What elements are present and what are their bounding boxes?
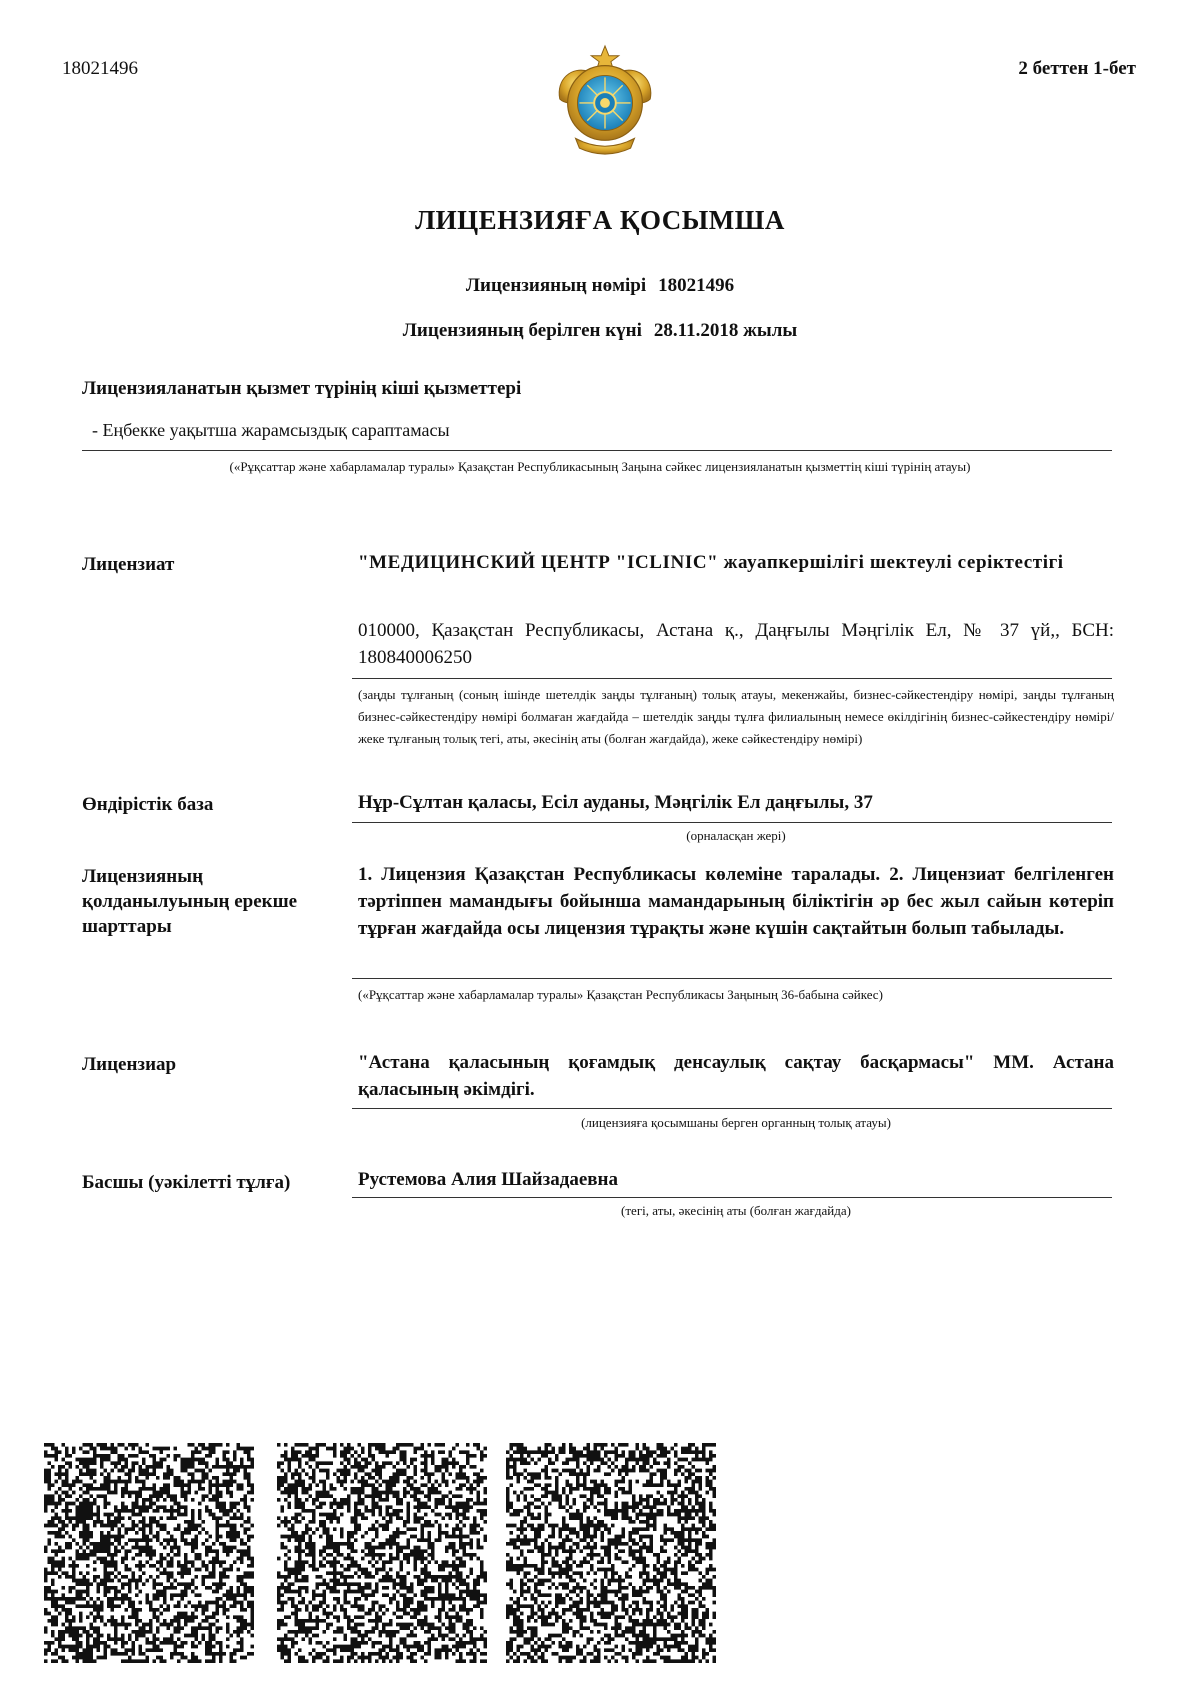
kazakhstan-state-emblem-icon bbox=[546, 42, 664, 160]
licensee-name: "МЕДИЦИНСКИЙ ЦЕНТР "ICLINIC" жауапкершілігі шектеулі серіктестігі bbox=[358, 552, 1064, 573]
license-number-value: 18021496 bbox=[658, 275, 735, 296]
licensor-label: Лицензиар bbox=[82, 1054, 177, 1075]
divider bbox=[352, 822, 1112, 823]
conditions-note: («Рұқсаттар және хабарламалар туралы» Қазақстан Республикасы Заңының 36-бабына сәйкес) bbox=[358, 987, 883, 1002]
document-number: 18021496 bbox=[62, 58, 138, 79]
divider bbox=[352, 678, 1112, 679]
page-indicator: 2 беттен 1-бет bbox=[1018, 58, 1136, 79]
head-label: Басшы (уәкілетті тұлға) bbox=[82, 1172, 291, 1193]
licensor-value: "Астана қаласының қоғамдық денсаулық сақтау басқармасы" ММ. Астана қаласының әкімдігі. bbox=[358, 1052, 1114, 1100]
licensee-address: 010000, Қазақстан Республикасы, Астана қ., Даңғылы Мәңгілік Ел, № 37 үй,, БСН: 180840006250 bbox=[358, 620, 1114, 668]
subservices-note: («Рұқсаттар және хабарламалар туралы» Қазақстан Республикасының Заңына сәйкес лицензияланатын қызметтің кіші түрінің атауы) bbox=[229, 459, 971, 474]
divider bbox=[82, 450, 1112, 451]
document-title: ЛИЦЕНЗИЯҒА ҚОСЫМША bbox=[415, 205, 785, 235]
licensee-label: Лицензиат bbox=[82, 554, 175, 575]
qr-code-icon bbox=[506, 1443, 716, 1663]
subservice-item: - Еңбекке уақытша жарамсыздық сараптамасы bbox=[92, 420, 450, 440]
license-number-label: Лицензияның нөмірі bbox=[465, 275, 647, 296]
issue-date-value: 28.11.2018 жылы bbox=[653, 320, 798, 341]
subservices-heading: Лицензияланатын қызмет түрінің кіші қызметтері bbox=[82, 378, 522, 399]
licensee-note: (заңды тұлғаның (соның ішінде шетелдік заңды тұлғаның) толық атауы, мекенжайы, бизнес-сәйкестендіру нөмірі, заңды тұлғаның бизнес-сәйкестендіру нөмірі болмаған жағдайда – шетелдік заңды тұлға филиалының немесе өкілдігінің бизнес-сәйкестендіру нөмірі/жеке тұлғаның толық тегі, аты, әкесінің аты (болған жағдайда), жеке сәйкестендіру нөмірі) bbox=[358, 687, 1114, 746]
licensor-note: (лицензияға қосымшаны берген органның толық атауы) bbox=[581, 1115, 891, 1130]
divider bbox=[352, 1197, 1112, 1198]
qr-code-icon bbox=[44, 1443, 254, 1663]
issue-date-label: Лицензияның берілген күні bbox=[402, 320, 642, 341]
qr-code-icon bbox=[277, 1443, 487, 1663]
head-note: (тегі, аты, әкесінің аты (болған жағдайда) bbox=[621, 1203, 851, 1218]
license-number-line bbox=[0, 275, 1200, 297]
conditions-value: 1. Лицензия Қазақстан Республикасы көлеміне таралады. 2. Лицензиат белгіленген тәртіппен мамандығы бойынша мамандарының біліктігін әр бес жыл сайын көтеріп тұрған жағдайда осы лицензия тұрақты және күшін сақтайтын болып табылады. bbox=[358, 864, 1114, 939]
conditions-label: Лицензияның қолданылуының ерекше шарттары bbox=[82, 866, 298, 937]
production-base-note: (орналасқан жері) bbox=[686, 828, 786, 843]
divider bbox=[352, 1108, 1112, 1109]
production-base-value: Нұр-Сұлтан қаласы, Есіл ауданы, Мәңгілік Ел даңғылы, 37 bbox=[358, 792, 873, 813]
production-base-label: Өндірістік база bbox=[82, 794, 214, 815]
divider bbox=[352, 978, 1112, 979]
head-value: Рустемова Алия Шайзадаевна bbox=[358, 1169, 619, 1190]
issue-date-line bbox=[0, 320, 1200, 342]
